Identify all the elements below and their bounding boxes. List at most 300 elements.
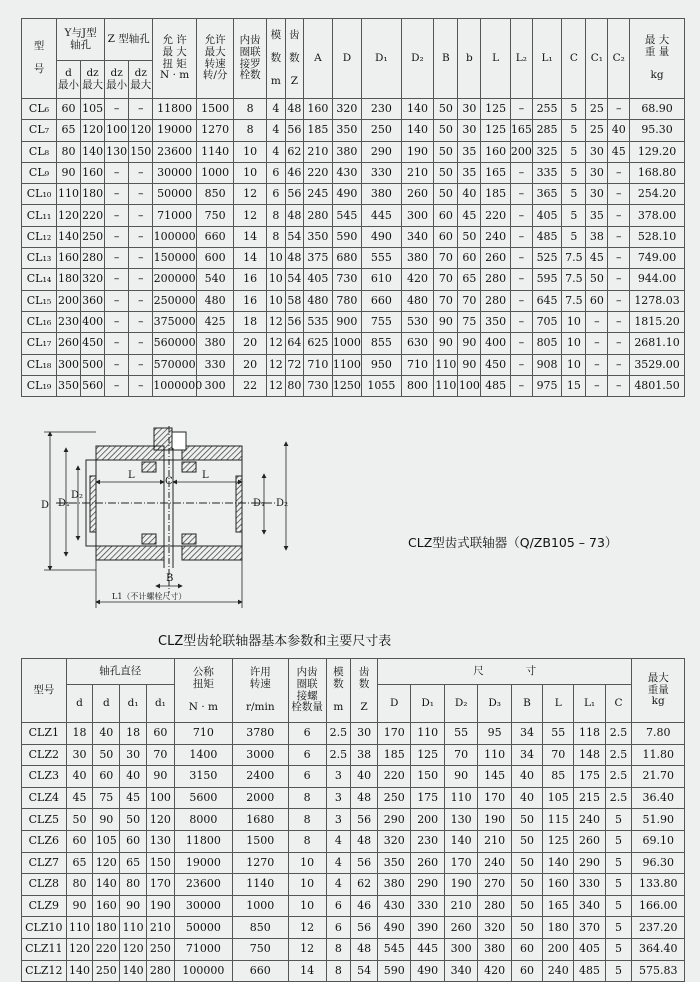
header-model: 型 号 bbox=[22, 19, 57, 99]
table-cell: 12 bbox=[288, 917, 326, 939]
table-cell: 14 bbox=[234, 248, 267, 269]
table-cell: 10 bbox=[288, 874, 326, 896]
table-cell: 4 bbox=[267, 120, 286, 141]
header-d-min: d 最小 bbox=[57, 61, 81, 99]
table-cell: 4 bbox=[326, 830, 351, 852]
table-cell: 40 bbox=[608, 120, 630, 141]
table-cell: 50 bbox=[511, 852, 542, 874]
table-cell: 10 bbox=[562, 333, 586, 354]
table-cell: 51.90 bbox=[632, 809, 685, 831]
table-cell: 290 bbox=[377, 809, 410, 831]
table-cell: 380 bbox=[362, 184, 401, 205]
table-cell: 3 bbox=[326, 809, 351, 831]
row-model-cell: CL₁₇ bbox=[22, 333, 57, 354]
table-cell: 140 bbox=[543, 852, 574, 874]
table-cell: 30 bbox=[120, 744, 147, 766]
header-module: 模 数 m bbox=[267, 19, 286, 99]
table-cell: 60 bbox=[434, 226, 458, 247]
table-cell: 65 bbox=[66, 852, 93, 874]
table-cell: 6 bbox=[288, 723, 326, 745]
table-cell: 105 bbox=[93, 830, 120, 852]
table-cell: 3780 bbox=[232, 723, 288, 745]
table-cell: 185 bbox=[304, 120, 332, 141]
table-cell: 330 bbox=[197, 354, 234, 375]
table-cell: 90 bbox=[57, 162, 81, 183]
table-cell: 70 bbox=[146, 744, 174, 766]
table-cell: – bbox=[129, 269, 153, 290]
table-cell: 5 bbox=[562, 184, 586, 205]
table-cell: 48 bbox=[351, 787, 378, 809]
table-cell: 70 bbox=[444, 744, 477, 766]
table-cell: 220 bbox=[481, 205, 511, 226]
table-cell: 300 bbox=[57, 354, 81, 375]
table-cell: 90 bbox=[444, 766, 477, 788]
table-cell: 4801.50 bbox=[630, 375, 685, 396]
table-cell: – bbox=[129, 205, 153, 226]
table-cell: 120 bbox=[81, 120, 105, 141]
table-cell: 110 bbox=[411, 723, 444, 745]
table-cell: 70 bbox=[458, 290, 481, 311]
table-cell: 340 bbox=[401, 226, 434, 247]
table-cell: 110 bbox=[478, 744, 511, 766]
table-cell: 165 bbox=[481, 162, 511, 183]
table-cell: 5 bbox=[605, 874, 632, 896]
table-cell: 36.40 bbox=[632, 787, 685, 809]
label-B: B bbox=[166, 573, 174, 584]
table-cell: 166.00 bbox=[632, 895, 685, 917]
table-cell: 60 bbox=[458, 248, 481, 269]
table-cell: – bbox=[510, 248, 532, 269]
table-cell: 118 bbox=[574, 723, 605, 745]
table-cell: – bbox=[129, 162, 153, 183]
table-cell: 90 bbox=[66, 895, 93, 917]
table-cell: 140 bbox=[66, 960, 93, 982]
table-cell: 35 bbox=[586, 205, 608, 226]
table-cell: 8 bbox=[288, 809, 326, 831]
table-cell: 5 bbox=[605, 960, 632, 982]
table-cell: 140 bbox=[401, 120, 434, 141]
table-cell: 8 bbox=[326, 960, 351, 982]
table-cell: – bbox=[608, 226, 630, 247]
table-cell: 335 bbox=[532, 162, 562, 183]
table-cell: 320 bbox=[332, 99, 362, 120]
table-cell: 60 bbox=[586, 290, 608, 311]
row-model-cell: CL₁₄ bbox=[22, 269, 57, 290]
table-cell: 60 bbox=[511, 938, 542, 960]
table-cell: 15 bbox=[562, 375, 586, 396]
table-cell: 50 bbox=[434, 141, 458, 162]
table-cell: 12 bbox=[267, 311, 286, 332]
table-cell: 3 bbox=[326, 787, 351, 809]
table-cell: 237.20 bbox=[632, 917, 685, 939]
table-cell: 560000 bbox=[153, 333, 197, 354]
table-cell: 100 bbox=[105, 120, 129, 141]
row-model-cell: CLZ12 bbox=[22, 960, 67, 982]
table-row bbox=[22, 290, 685, 311]
table-cell: 260 bbox=[444, 917, 477, 939]
table-cell: 530 bbox=[401, 311, 434, 332]
table-cell: 150 bbox=[411, 766, 444, 788]
table-cell: 68.90 bbox=[630, 99, 685, 120]
table-cell: 1815.20 bbox=[630, 311, 685, 332]
table-cell: 50 bbox=[120, 809, 147, 831]
table-cell: 375 bbox=[304, 248, 332, 269]
table-cell: 105 bbox=[81, 99, 105, 120]
table-cell: 250 bbox=[362, 120, 401, 141]
table-row bbox=[22, 120, 685, 141]
table-cell: 5 bbox=[562, 162, 586, 183]
table-cell: 380 bbox=[401, 248, 434, 269]
table-cell: 160 bbox=[481, 141, 511, 162]
table-cell: 70 bbox=[543, 744, 574, 766]
table-cell: 10 bbox=[267, 269, 286, 290]
table-cell: 320 bbox=[81, 269, 105, 290]
table-cell: 40 bbox=[511, 766, 542, 788]
table-cell: 2.5 bbox=[605, 787, 632, 809]
table-cell: 260 bbox=[574, 830, 605, 852]
header-D1: D₁ bbox=[411, 685, 444, 723]
table-cell: 45 bbox=[586, 248, 608, 269]
table-cell: 280 bbox=[481, 269, 511, 290]
table-cell: 528.10 bbox=[630, 226, 685, 247]
table-row bbox=[22, 787, 685, 809]
table-cell: 750 bbox=[197, 205, 234, 226]
header-A: A bbox=[304, 19, 332, 99]
table-cell: 250 bbox=[81, 226, 105, 247]
table-cell: 90 bbox=[434, 333, 458, 354]
table-cell: 210 bbox=[304, 141, 332, 162]
table-cell: 75 bbox=[458, 311, 481, 332]
table-cell: 95 bbox=[478, 723, 511, 745]
row-model-cell: CL₁₉ bbox=[22, 375, 57, 396]
label-D: D bbox=[41, 500, 50, 511]
table-cell: 350 bbox=[377, 852, 410, 874]
table-cell: 250 bbox=[377, 787, 410, 809]
table-cell: 19000 bbox=[174, 852, 232, 874]
diagram-caption: CLZ型齿式联轴器（Q/ZB105 – 73） bbox=[408, 535, 618, 550]
table-cell: 65 bbox=[57, 120, 81, 141]
table-cell: 34 bbox=[511, 723, 542, 745]
table-cell: 175 bbox=[574, 766, 605, 788]
header-dl1: d₁ bbox=[120, 685, 147, 723]
table-cell: 125 bbox=[543, 830, 574, 852]
table-cell: 5 bbox=[562, 141, 586, 162]
table-cell: 500 bbox=[81, 354, 105, 375]
table-cell: 365 bbox=[532, 184, 562, 205]
table-cell: 645 bbox=[532, 290, 562, 311]
table-cell: 8 bbox=[288, 787, 326, 809]
table-cell: 6 bbox=[267, 184, 286, 205]
table-cell: – bbox=[105, 354, 129, 375]
table-cell: 95.30 bbox=[630, 120, 685, 141]
table-cell: 48 bbox=[285, 205, 304, 226]
table-cell: 5 bbox=[562, 120, 586, 141]
table-cell: 300 bbox=[197, 375, 234, 396]
table-cell: 4 bbox=[267, 99, 286, 120]
table-cell: 71000 bbox=[153, 205, 197, 226]
table-cell: 72 bbox=[285, 354, 304, 375]
table-cell: 140 bbox=[57, 226, 81, 247]
table-cell: 10 bbox=[562, 311, 586, 332]
table-cell: 12 bbox=[267, 375, 286, 396]
table-cell: – bbox=[105, 311, 129, 332]
table-cell: 110 bbox=[120, 917, 147, 939]
table-row bbox=[22, 375, 685, 396]
table-cell: 5 bbox=[605, 852, 632, 874]
table-cell: 120 bbox=[120, 938, 147, 960]
table-cell: 425 bbox=[197, 311, 234, 332]
header-C: C bbox=[562, 19, 586, 99]
table-cell: 50 bbox=[586, 269, 608, 290]
table-cell: 85 bbox=[543, 766, 574, 788]
table-row bbox=[22, 184, 685, 205]
table-cell: 280 bbox=[304, 205, 332, 226]
table-cell: 120 bbox=[66, 938, 93, 960]
table-cell: 270 bbox=[478, 874, 511, 896]
table-cell: 30 bbox=[458, 120, 481, 141]
table-cell: 11.80 bbox=[632, 744, 685, 766]
table-row bbox=[22, 895, 685, 917]
table-cell: – bbox=[608, 162, 630, 183]
table-cell: 370 bbox=[574, 917, 605, 939]
table-cell: 900 bbox=[332, 311, 362, 332]
table-cell: 90 bbox=[434, 311, 458, 332]
table-cell: – bbox=[510, 162, 532, 183]
table-cell: 5 bbox=[605, 809, 632, 831]
table-cell: 25 bbox=[586, 120, 608, 141]
table-cell: 490 bbox=[377, 917, 410, 939]
table-cell: – bbox=[105, 290, 129, 311]
table-cell: 10 bbox=[562, 354, 586, 375]
table-cell: 140 bbox=[120, 960, 147, 982]
table-cell: 2000 bbox=[232, 787, 288, 809]
table-cell: 140 bbox=[444, 830, 477, 852]
label-L-right: L bbox=[202, 470, 209, 481]
table-cell: – bbox=[608, 269, 630, 290]
table-cell: 46 bbox=[285, 162, 304, 183]
table-cell: 405 bbox=[574, 938, 605, 960]
table-cell: 364.40 bbox=[632, 938, 685, 960]
table-cell: 260 bbox=[57, 333, 81, 354]
table-cell: 50 bbox=[434, 184, 458, 205]
table-cell: – bbox=[510, 184, 532, 205]
table-cell: 14 bbox=[234, 226, 267, 247]
header-teeth: 齿 数 Z bbox=[285, 19, 304, 99]
table-row bbox=[22, 269, 685, 290]
table-cell: 2.5 bbox=[605, 723, 632, 745]
row-model-cell: CL₉ bbox=[22, 162, 57, 183]
table-cell: 3 bbox=[326, 766, 351, 788]
table-cell: 48 bbox=[285, 99, 304, 120]
table-cell: 110 bbox=[66, 917, 93, 939]
table-cell: 50 bbox=[511, 830, 542, 852]
table-cell: 200 bbox=[57, 290, 81, 311]
table-cell: 56 bbox=[351, 809, 378, 831]
header-teeth: 齿 数 Z bbox=[351, 659, 378, 723]
table-cell: 535 bbox=[304, 311, 332, 332]
table-cell: 240 bbox=[481, 226, 511, 247]
table-cell: – bbox=[129, 99, 153, 120]
table-cell: 240 bbox=[574, 809, 605, 831]
table-cell: 60 bbox=[57, 99, 81, 120]
table-cell: 300 bbox=[401, 205, 434, 226]
table-cell: 660 bbox=[197, 226, 234, 247]
row-model-cell: CLZ2 bbox=[22, 744, 67, 766]
table-cell: 10 bbox=[267, 248, 286, 269]
table-cell: 780 bbox=[332, 290, 362, 311]
table-cell: 100000 bbox=[174, 960, 232, 982]
row-model-cell: CL₆ bbox=[22, 99, 57, 120]
table-cell: 590 bbox=[377, 960, 410, 982]
table-cell: – bbox=[510, 375, 532, 396]
label-D1: D₁ bbox=[58, 498, 71, 509]
clz-table-body bbox=[22, 723, 685, 982]
header-speed: 许用 转速 r/min bbox=[232, 659, 288, 723]
table-cell: 340 bbox=[574, 895, 605, 917]
table-cell: 133.80 bbox=[632, 874, 685, 896]
table-cell: 485 bbox=[574, 960, 605, 982]
table-cell: 50000 bbox=[153, 184, 197, 205]
table-cell: 7.5 bbox=[562, 290, 586, 311]
header-bore: 轴孔直径 bbox=[66, 659, 174, 685]
table-cell: 6 bbox=[326, 895, 351, 917]
table-cell: 255 bbox=[532, 99, 562, 120]
table-cell: 380 bbox=[197, 333, 234, 354]
table-cell: 170 bbox=[444, 852, 477, 874]
table-cell: 60 bbox=[120, 830, 147, 852]
table-cell: 40 bbox=[351, 766, 378, 788]
table-cell: 230 bbox=[57, 311, 81, 332]
table-cell: 45 bbox=[458, 205, 481, 226]
table-cell: 115 bbox=[543, 809, 574, 831]
table-cell: – bbox=[586, 375, 608, 396]
table-cell: 220 bbox=[93, 938, 120, 960]
table-cell: 129.20 bbox=[630, 141, 685, 162]
table-cell: – bbox=[105, 205, 129, 226]
table-cell: 210 bbox=[401, 162, 434, 183]
table-cell: 150 bbox=[146, 852, 174, 874]
table-cell: 1100 bbox=[332, 354, 362, 375]
table-cell: 110 bbox=[434, 375, 458, 396]
table-cell: 545 bbox=[332, 205, 362, 226]
table-cell: 330 bbox=[362, 162, 401, 183]
table-cell: – bbox=[608, 248, 630, 269]
table-cell: – bbox=[105, 99, 129, 120]
table-cell: 20 bbox=[234, 333, 267, 354]
table-cell: 12 bbox=[234, 184, 267, 205]
table-cell: 7.80 bbox=[632, 723, 685, 745]
table-cell: 190 bbox=[401, 141, 434, 162]
header-dl2: d₁ bbox=[146, 685, 174, 723]
table-cell: 190 bbox=[146, 895, 174, 917]
table-cell: 5 bbox=[605, 895, 632, 917]
table-cell: 60 bbox=[146, 723, 174, 745]
table-cell: 30000 bbox=[153, 162, 197, 183]
table-cell: – bbox=[129, 184, 153, 205]
table-cell: 220 bbox=[377, 766, 410, 788]
table-cell: 2400 bbox=[232, 766, 288, 788]
table-cell: 850 bbox=[232, 917, 288, 939]
table-cell: 50 bbox=[458, 226, 481, 247]
table-cell: 8 bbox=[234, 120, 267, 141]
table-cell: 240 bbox=[478, 852, 511, 874]
table-cell: 1400 bbox=[174, 744, 232, 766]
row-model-cell: CL₁₃ bbox=[22, 248, 57, 269]
header-L2: L₂ bbox=[510, 19, 532, 99]
table-cell: 50 bbox=[66, 809, 93, 831]
table-cell: 220 bbox=[81, 205, 105, 226]
table-cell: 180 bbox=[57, 269, 81, 290]
table-cell: 56 bbox=[351, 917, 378, 939]
table-cell: 125 bbox=[411, 744, 444, 766]
table-cell: 850 bbox=[197, 184, 234, 205]
table-cell: 160 bbox=[57, 248, 81, 269]
table-cell: 975 bbox=[532, 375, 562, 396]
table-cell: 10 bbox=[288, 852, 326, 874]
table-cell: 160 bbox=[81, 162, 105, 183]
row-model-cell: CLZ10 bbox=[22, 917, 67, 939]
table-cell: 45 bbox=[66, 787, 93, 809]
table-cell: 50 bbox=[434, 162, 458, 183]
table-cell: 710 bbox=[304, 354, 332, 375]
table-cell: 21.70 bbox=[632, 766, 685, 788]
table-cell: 12 bbox=[234, 205, 267, 226]
header-D1: D₁ bbox=[362, 19, 401, 99]
table-cell: 23600 bbox=[174, 874, 232, 896]
header-D3: D₃ bbox=[478, 685, 511, 723]
header-torque: 公称 扭矩 N · m bbox=[174, 659, 232, 723]
table-cell: – bbox=[105, 375, 129, 396]
table-cell: 40 bbox=[93, 723, 120, 745]
table-cell: 18 bbox=[120, 723, 147, 745]
table-cell: 80 bbox=[285, 375, 304, 396]
table-cell: 1500 bbox=[197, 99, 234, 120]
table-cell: – bbox=[586, 311, 608, 332]
table-cell: 30 bbox=[66, 744, 93, 766]
table-cell: 54 bbox=[285, 269, 304, 290]
table-cell: 148 bbox=[574, 744, 605, 766]
table-cell: 710 bbox=[401, 354, 434, 375]
table-cell: 400 bbox=[81, 311, 105, 332]
table-cell: 150000 bbox=[153, 248, 197, 269]
table-cell: 35 bbox=[458, 141, 481, 162]
row-model-cell: CLZ8 bbox=[22, 874, 67, 896]
table-cell: 55 bbox=[444, 723, 477, 745]
table-cell: 100 bbox=[146, 787, 174, 809]
table-row bbox=[22, 205, 685, 226]
table-cell: 540 bbox=[197, 269, 234, 290]
table-cell: – bbox=[105, 184, 129, 205]
table-cell: 625 bbox=[304, 333, 332, 354]
table-cell: 40 bbox=[120, 766, 147, 788]
table-cell: 58 bbox=[285, 290, 304, 311]
table-cell: 65 bbox=[120, 852, 147, 874]
coupling-body bbox=[56, 426, 276, 593]
table-cell: – bbox=[608, 184, 630, 205]
table-cell: 90 bbox=[458, 333, 481, 354]
table-cell: 69.10 bbox=[632, 830, 685, 852]
table-cell: 170 bbox=[478, 787, 511, 809]
table-cell: 485 bbox=[481, 375, 511, 396]
table-cell: 11800 bbox=[174, 830, 232, 852]
table-cell: 260 bbox=[401, 184, 434, 205]
table-cell: 8 bbox=[234, 99, 267, 120]
table-cell: – bbox=[129, 354, 153, 375]
row-model-cell: CL₁₀ bbox=[22, 184, 57, 205]
table-cell: 130 bbox=[444, 809, 477, 831]
table-cell: – bbox=[510, 226, 532, 247]
table-row bbox=[22, 917, 685, 939]
